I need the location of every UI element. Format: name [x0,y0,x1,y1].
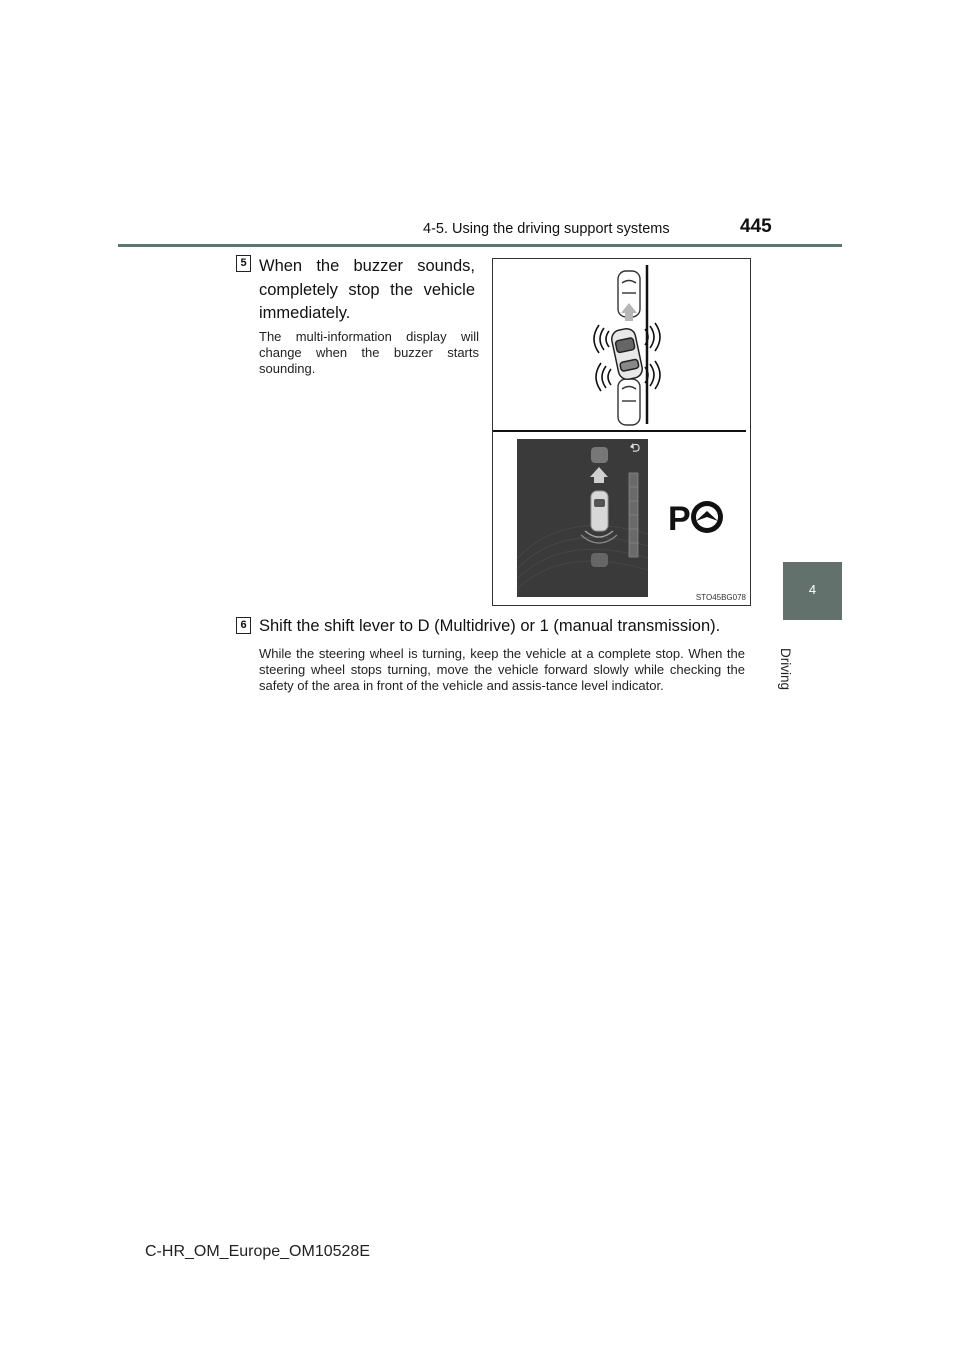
step-6-title: Shift the shift lever to D (Multidrive) or 1 (manual transmission). [259,617,721,635]
own-vehicle [610,327,644,381]
rear-parked-car [618,379,640,425]
multi-information-display [517,439,648,597]
steering-wheel-icon [691,501,723,533]
chapter-tab [783,562,842,620]
step-5-marker: 5 [236,255,251,272]
chapter-number: 4 [808,582,817,597]
step-6-marker: 6 [236,617,251,634]
page-number: 445 [740,216,772,237]
figure-code: STO45BG078 [695,593,746,602]
parking-assist-figure [492,258,751,606]
header-rule [118,244,842,247]
document-id: C-HR_OM_Europe_OM10528E [145,1243,370,1260]
chapter-label: Driving [778,648,793,691]
parking-scene-illustration [493,259,750,605]
gear-indicator: P [668,500,691,538]
step-5-body: The multi-information display will change when the buzzer starts sounding. [259,329,479,376]
section-title: 4-5. Using the driving support systems [423,221,670,237]
step-5-title: When the buzzer sounds, completely stop the vehicle immediately. [259,257,475,322]
step-6-body: While the steering wheel is turning, keep the vehicle at a complete stop. When the steering wheel stops turning, move the vehicle forward slowly while checking the safety of the area in front of the vehicle and assis-tance level indicator. [259,646,745,693]
